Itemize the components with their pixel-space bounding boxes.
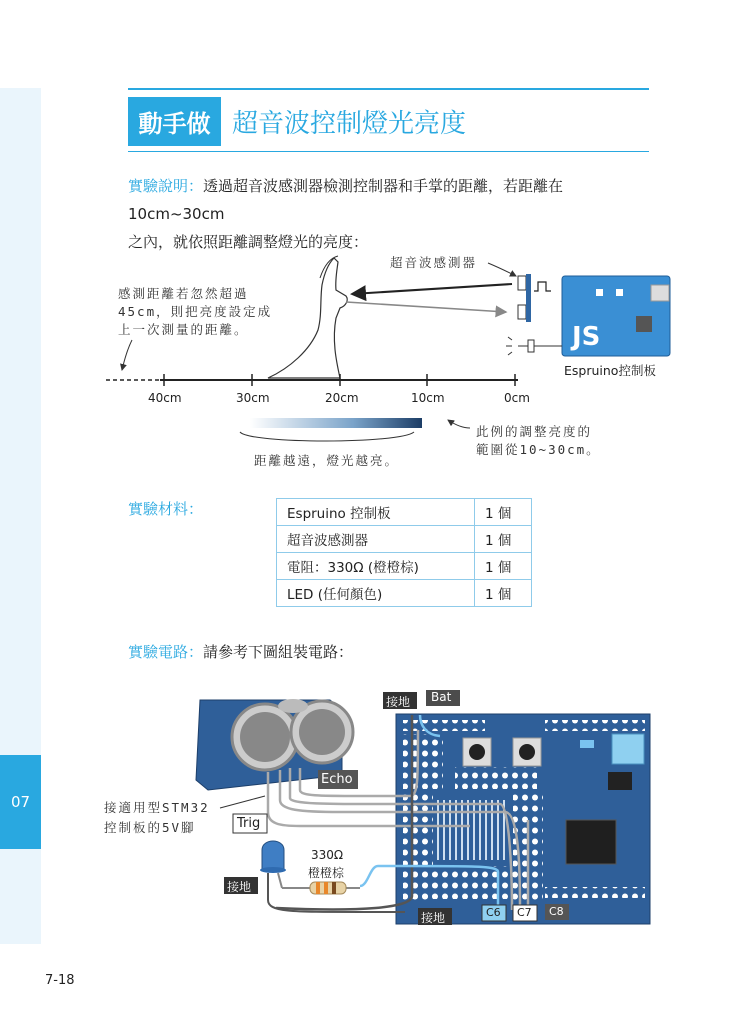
stm-note-line2: 控制板的5V腳 — [104, 820, 196, 835]
note-line1: 感測距離若忽然超過 — [118, 286, 249, 301]
material-item: 電阻：330Ω (橙橙棕) — [277, 553, 475, 580]
board-label: Espruino控制板 — [564, 363, 656, 378]
resistor-value: 330Ω — [311, 848, 344, 862]
material-item: Espruino 控制板 — [277, 499, 475, 526]
c8-label: C8 — [549, 905, 564, 918]
page-title: 超音波控制燈光亮度 — [232, 109, 467, 139]
material-qty: 1 個 — [475, 499, 532, 526]
circuit-label: 實驗電路： — [128, 643, 204, 661]
gnd-led-label: 接地 — [227, 880, 252, 894]
led — [262, 841, 284, 870]
chapter-tab: 07 — [0, 755, 41, 849]
gnd-top-label: 接地 — [386, 695, 411, 709]
sensor-label: 超音波感測器 — [390, 255, 478, 270]
tick-0: 0cm — [504, 391, 530, 405]
bat-label: Bat — [431, 690, 452, 704]
tick-20: 20cm — [325, 391, 359, 405]
material-qty: 1 個 — [475, 580, 532, 607]
intro-label: 實驗說明： — [128, 177, 204, 195]
tick-10: 10cm — [411, 391, 445, 405]
material-item: LED (任何顏色) — [277, 580, 475, 607]
note-line2: 45cm，則把亮度設定成 — [118, 304, 273, 319]
c6-label: C6 — [486, 906, 501, 919]
c7-label: C7 — [517, 906, 532, 919]
stm-note-line1: 接適用型STM32 — [104, 800, 210, 815]
materials-label: 實驗材料： — [128, 500, 204, 518]
mcu-chip — [566, 820, 616, 864]
material-item: 超音波感測器 — [277, 526, 475, 553]
header-tag: 動手做 — [128, 97, 221, 146]
board-logo: JS — [572, 322, 601, 352]
gradient-caption: 距離越遠，燈光越亮。 — [254, 453, 400, 468]
circuit-text: 請參考下圖組裝電路： — [203, 643, 354, 661]
echo-label: Echo — [321, 772, 353, 787]
intro-line2: 之內，就依照距離調整燈光的亮度： — [128, 233, 369, 251]
range-note-line2: 範圍從10~30cm。 — [476, 442, 601, 457]
tick-30: 30cm — [236, 391, 270, 405]
note-line3: 上一次測量的距離。 — [118, 322, 249, 337]
range-note-line1: 此例的調整亮度的 — [476, 424, 593, 439]
trig-label: Trig — [237, 816, 261, 831]
gnd-bottom-label: 接地 — [421, 911, 446, 925]
resistor-color: 橙橙棕 — [308, 866, 345, 880]
tick-40: 40cm — [148, 391, 182, 405]
intro-line1: 透過超音波感測器檢測控制器和手掌的距離，若距離在 10cm~30cm — [128, 177, 564, 223]
material-qty: 1 個 — [475, 553, 532, 580]
material-qty: 1 個 — [475, 526, 532, 553]
page-number: 7-18 — [45, 973, 75, 988]
